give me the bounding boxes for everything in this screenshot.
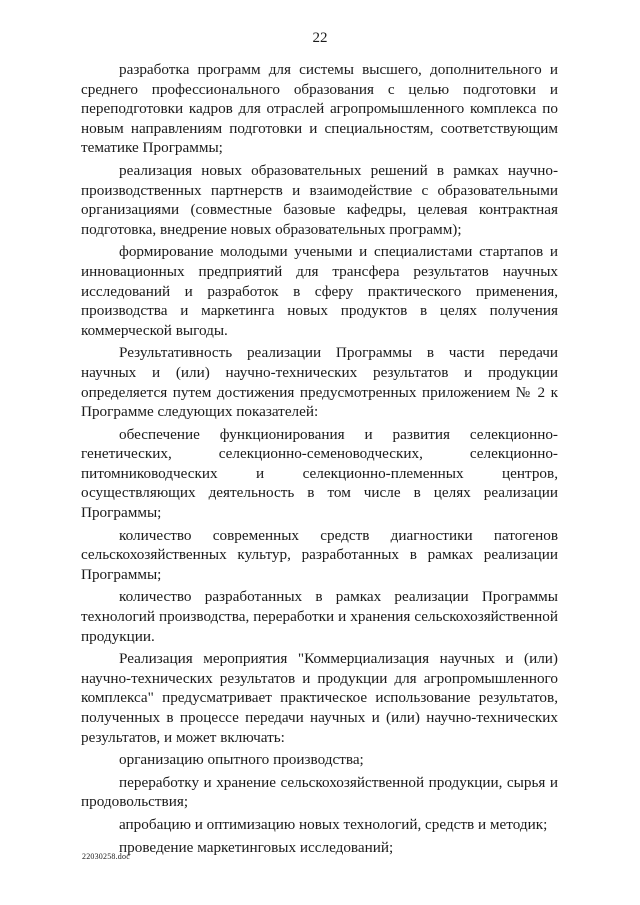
document-code: 22030258.doc — [82, 852, 130, 861]
paragraph-breeding-centers: обеспечение функционирования и развития селекционно-генетических, селекционно-семеноводческих, селекционно-питомниководческих и селекционно-племенных центров, осуществляющих деятельность в том числе в целях реализации Программы; — [81, 425, 558, 522]
paragraph-processing-storage: переработку и хранение сельскохозяйственной продукции, сырья и продовольствия; — [81, 773, 558, 811]
paragraph-marketing-research: проведение маркетинговых исследований; — [119, 838, 394, 856]
paragraph-startups: формирование молодыми учеными и специалистами стартапов и инновационных предприятий для трансфера результатов научных исследований и разработок в сферу практического применения, производства и маркетинга новых продуктов в целях получения коммерческой выгоды. — [81, 243, 558, 339]
paragraph-program-development: разработка программ для системы высшего, дополнительного и среднего профессионального образования с целью подготовки и переподготовки кадров для отраслей агропромышленного комплекса по новым направлениям подготовки и специальностям, соответствующим тематике Программы; — [81, 61, 558, 157]
document-body — [81, 60, 558, 860]
paragraph-commercialization: Реализация мероприятия "Коммерциализация научных и (или) научно-технических результатов и продукции для агропромышленного комплекса" предусматривает практическое использование результатов, полученных в процессе передачи научных и (или) научно-технических результатов, и может включать: — [81, 650, 558, 746]
paragraph-pilot-production: организацию опытного производства; — [119, 751, 364, 769]
paragraph-effectiveness: Результативность реализации Программы в части передачи научных и (или) научно-технических результатов и продукции определяется путем достижения предусмотренных приложением № 2 к Программе следующих показателей: — [81, 344, 558, 421]
paragraph-technologies: количество разработанных в рамках реализации Программы технологий производства, переработки и хранения сельскохозяйственной продукции. — [81, 588, 558, 645]
paragraph-approbation: апробацию и оптимизацию новых технологий, средств и методик; — [119, 815, 548, 833]
page-number: 22 — [312, 30, 328, 46]
paragraph-diagnostic-tools: количество современных средств диагностики патогенов сельскохозяйственных культур, разработанных в рамках реализации Программы; — [81, 526, 558, 583]
paragraph-educational-solutions: реализация новых образовательных решений в рамках научно-производственных партнерств и взаимодействие с образовательными организациями (совместные базовые кафедры, целевая контрактная подготовка, внедрение новых образовательных программ); — [81, 161, 558, 238]
